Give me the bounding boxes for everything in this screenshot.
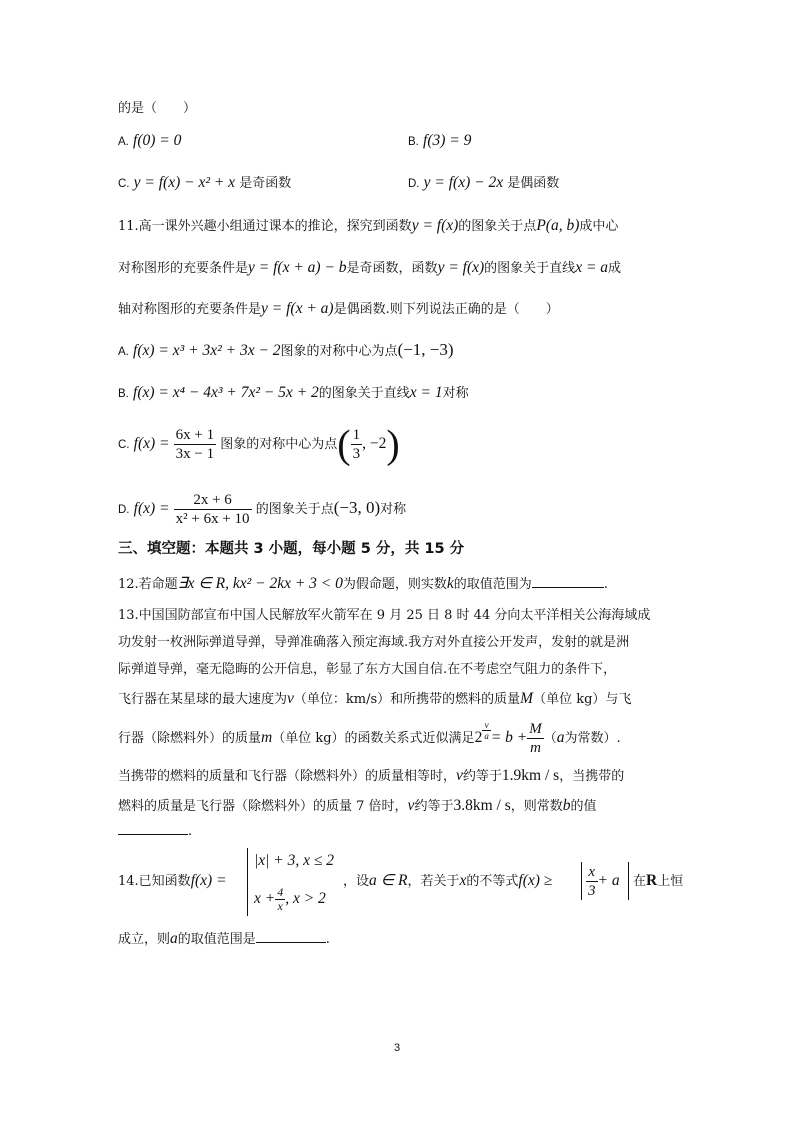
math-var: a — [556, 729, 565, 746]
q10-option-d — [408, 172, 559, 195]
math-expr: f(x) = — [133, 435, 170, 452]
math-var: b — [562, 797, 571, 814]
math-var: v — [456, 767, 463, 784]
denominator: 3 — [352, 446, 361, 462]
q14-line2 — [118, 928, 330, 951]
stem-text: 的取值范围为 — [453, 577, 532, 592]
math-expr: + a — [597, 872, 620, 889]
fraction — [527, 720, 544, 757]
fraction — [586, 863, 598, 900]
q14-case1 — [254, 850, 334, 873]
math-var: x — [459, 872, 467, 889]
math-expr: y = f(x) − x² + x — [133, 174, 236, 191]
q14-abs-expr — [586, 862, 620, 901]
stem-text: （单位 kg）的函数关系式近似满足 — [272, 731, 475, 746]
stem-text: 轴对称图形的充要条件是 — [118, 302, 262, 317]
stem-text: 当携带的燃料的质量和飞行器（除燃料外）的质量相等时， — [118, 769, 457, 784]
numerator: 4 — [277, 885, 284, 899]
fraction — [275, 886, 285, 913]
stem-text: . — [603, 577, 608, 592]
numerator: M — [529, 721, 542, 737]
piecewise-brace — [247, 848, 248, 916]
q14-case2 — [254, 884, 326, 915]
option-text: 是奇函数 — [239, 176, 292, 191]
stem-text: （单位 kg）与飞 — [533, 692, 632, 707]
math-expr: , x > 2 — [285, 890, 326, 907]
stem-text: 的值 — [570, 799, 597, 814]
stem-text: 的取值范围是 — [177, 932, 256, 947]
option-label: B. — [118, 388, 129, 400]
stem-text: 11.高一课外兴趣小组通过课本的推论，探究到函数 — [118, 219, 412, 234]
stem-text: 燃料的质量是飞行器（除燃料外）的质量 7 倍时， — [118, 799, 408, 814]
answer-blank[interactable] — [532, 573, 604, 588]
q11-option-a — [118, 339, 454, 363]
math-expr: ∃x ∈ R, kx² − 2kx + 3 < 0 — [177, 575, 343, 592]
stem-text: 成 — [608, 261, 622, 276]
stem-text: 上恒 — [657, 874, 684, 889]
stem-text: 约等于 — [462, 769, 502, 784]
q10-option-b — [408, 130, 471, 153]
page-number: 3 — [393, 1042, 401, 1054]
stem-text: （单位：km/s）和所携带的燃料的质量 — [293, 692, 521, 707]
math-expr: f(3) = 9 — [423, 132, 472, 149]
math-expr: x + — [254, 890, 276, 907]
stem-text: 是偶函数.则下列说法正确的是（ ） — [333, 302, 559, 317]
q10-option-a — [118, 130, 181, 153]
stem-text: 14.已知函数 — [118, 874, 191, 889]
stem-text: 在 — [633, 874, 647, 889]
math-expr: 3.8km / s — [453, 797, 511, 814]
option-label: A. — [118, 346, 129, 358]
stem-text: 12.若命题 — [118, 577, 178, 592]
option-text: 是偶函数 — [507, 176, 560, 191]
math-var: v — [407, 797, 415, 814]
stem-text: 飞行器在某星球的最大速度为 — [118, 692, 288, 707]
denominator: x² + 6x + 10 — [175, 511, 250, 527]
math-expr: y = f(x) — [437, 259, 485, 276]
option-label: B. — [408, 136, 419, 148]
stem-text: 行器（除燃料外）的质量 — [118, 731, 262, 746]
math-var: m — [261, 729, 273, 746]
stem-text: ，设 — [343, 874, 370, 889]
denominator: 3x − 1 — [175, 446, 215, 462]
stem-text: 的图象关于直线 — [484, 261, 576, 276]
option-text: 的图象关于直线 — [318, 386, 410, 401]
stem-text: 成立，则 — [118, 932, 171, 947]
option-text: 对称 — [380, 502, 407, 517]
continuation-text: 的是（ ） — [118, 101, 197, 116]
option-label: C. — [118, 178, 130, 190]
stem-text: 的图象关于点 — [458, 219, 537, 234]
q13-line6 — [118, 765, 624, 788]
q12 — [118, 573, 608, 596]
numerator: 6x + 1 — [175, 427, 215, 443]
math-expr: f(x) = x⁴ − 4x³ + 7x² − 5x + 2 — [133, 384, 319, 401]
left-paren: ( — [337, 421, 351, 467]
math-expr: y = f(x + a) − b — [248, 259, 347, 276]
numerator: x — [586, 863, 598, 882]
q14-prefix — [118, 870, 227, 893]
math-expr: f(0) = 0 — [133, 132, 182, 149]
stem-text: 的不等式 — [466, 874, 519, 889]
exponent-fraction — [482, 720, 491, 741]
stem-text: （ — [543, 731, 557, 746]
option-label: D. — [408, 178, 420, 190]
math-expr: a ∈ R — [369, 872, 408, 889]
math-var: M — [520, 690, 534, 707]
q13-line3: 际弹道导弹，毫无隐晦的公开信息，彰显了东方大国自信.在不考虑空气阻力的条件下， — [118, 662, 617, 677]
option-text: 图象的对称中心为点 — [280, 344, 398, 359]
stem-text: 是奇函数，函数 — [346, 261, 438, 276]
math-expr: f(x) = x³ + 3x² + 3x − 2 — [133, 342, 281, 359]
math-expr: x = 1 — [409, 384, 443, 401]
fraction — [174, 426, 216, 463]
q13-line8 — [118, 820, 192, 843]
math-expr: f(x) = — [133, 500, 170, 517]
math-var: k — [446, 575, 454, 592]
q13-line2: 功发射一枚洲际弹道导弹，导弹准确落入预定海域.我方对外直接公开发声，发射的就是洲 — [118, 635, 630, 650]
q13-line1: 13.中国国防部宣布中国人民解放军火箭军在 9 月 25 日 8 时 44 分向太平洋相关公海海域成 — [118, 608, 651, 623]
numerator: 1 — [352, 427, 361, 443]
q13-line4 — [118, 688, 631, 711]
answer-blank[interactable] — [256, 928, 326, 943]
stem-text: . — [325, 932, 330, 947]
stem-text: 成中心 — [579, 219, 619, 234]
option-text: 的图象关于点 — [255, 502, 334, 517]
q11-stem-line1 — [118, 215, 618, 238]
option-label: D. — [118, 504, 130, 516]
option-label: A. — [118, 136, 129, 148]
q11-option-b — [118, 382, 469, 405]
q14-condition — [343, 870, 552, 893]
math-expr: y = f(x + a) — [261, 300, 334, 317]
denominator: m — [530, 740, 541, 756]
math-expr: x = a — [575, 259, 609, 276]
stem-text: ，则常数 — [510, 799, 563, 814]
math-var: a — [170, 930, 178, 947]
denominator: a — [484, 731, 489, 741]
math-expr: (−1, −3) — [397, 340, 454, 359]
q11-stem-line3 — [118, 298, 559, 321]
numerator: 2x + 6 — [174, 491, 252, 510]
math-expr: f(x) = — [190, 872, 227, 889]
math-expr: 2 — [474, 729, 483, 746]
math-expr: f(x) ≥ — [518, 872, 553, 889]
math-expr: P(a, b) — [536, 217, 580, 234]
stem-text: ，当携带的 — [559, 769, 625, 784]
math-expr: y = f(x) − 2x — [423, 174, 504, 191]
math-expr: |x| + 3, x ≤ 2 — [254, 852, 334, 869]
q11-option-d — [118, 488, 406, 530]
q11-stem-line2 — [118, 257, 621, 280]
stem-text: 为常数）. — [564, 731, 621, 746]
section-heading: 三、填空题：本题共 3 小题，每小题 5 分，共 15 分 — [118, 541, 465, 557]
denominator: x — [277, 899, 283, 913]
math-expr: = b + — [490, 729, 528, 746]
math-var: v — [287, 690, 294, 707]
q11-option-c — [118, 421, 400, 467]
right-paren: ) — [386, 421, 400, 467]
stem-text: 为假命题，则实数 — [342, 577, 447, 592]
question-continuation — [118, 98, 196, 120]
option-text: 图象的对称中心为点 — [220, 437, 338, 452]
math-expr: y = f(x) — [411, 217, 459, 234]
stem-text: . — [188, 824, 193, 839]
fraction — [351, 426, 363, 463]
option-text: 对称 — [442, 386, 469, 401]
q10-option-c — [118, 172, 291, 195]
math-expr: (−3, 0) — [333, 498, 381, 517]
math-expr: 1.9km / s — [501, 767, 560, 784]
stem-text: 对称图形的充要条件是 — [118, 261, 249, 276]
option-label: C. — [118, 439, 130, 451]
stem-text: ，若关于 — [407, 874, 460, 889]
stem-text: 约等于 — [414, 799, 454, 814]
abs-bar-left — [581, 862, 582, 900]
fraction — [174, 491, 252, 528]
q13-line7 — [118, 795, 597, 818]
math-set: R — [646, 872, 658, 889]
denominator: 3 — [588, 883, 596, 899]
q13-line5 — [118, 718, 621, 759]
abs-bar-right — [628, 862, 629, 900]
math-expr: , −2 — [362, 435, 387, 452]
answer-blank[interactable] — [118, 820, 188, 835]
q14-condition-end — [633, 870, 683, 893]
numerator: v — [482, 720, 491, 731]
